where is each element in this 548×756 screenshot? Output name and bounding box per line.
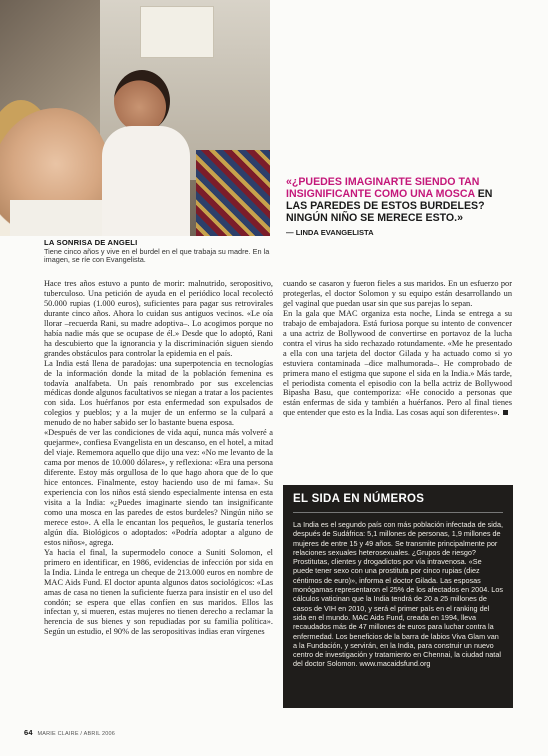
paragraph-text: En la gala que MAC organiza esta noche, Linda se entrega a su trabajo de embajadora. Está furiosa porque su intento de convencer a una actriz de Bollywood de convertirse en portavoz de la lucha contra el virus ha sido rechazado rotundamente. «Me he presentado a ella con una tarjeta del doctor Gilada y ha actuado como si yo estuviera contaminada –dice malhumorada–. He comprobado de primera mano el estigma que supone el sida en la India.» Más tarde, el periodista comenta el episodio con la bella actriz de Bollywood Bipasha Basu, que contemporiza: «He conocido a personas que están enfermas de sida y también a huérfanos. Pero al final tienes que entender que esto es la India. Las cosas aquí son diferentes». — [283, 308, 512, 418]
photo-caption — [44, 239, 272, 265]
photo-girl — [100, 70, 192, 236]
paragraph: Ya hacia el final, la supermodelo conoce a Suniti Solomon, el primero en identificar, en 1986, evidencias de infección por sida en la India. Linda le entrega un cheque de 213.000 euros en nombre de MAC Aids Fund. El doctor apunta algunos datos sociológicos: «Las amas de casa no tienen la suficiente fuerza para insistir en el uso del condón; se espera que ellas confíen en sus maridos. Ellos las infectan y, si mueren, estas mujeres no tienen derecho a reclamar la herencia de sus bienes y son repudiadas por su familia política». Según un estudio, el 90% de las seropositivas indias eran vírgenes — [44, 547, 273, 637]
paragraph: Hace tres años estuvo a punto de morir: malnutrido, seropositivo, tuberculoso. Una petición de ayuda en el periódico local recolectó 50.000 rupias (1.000 euros), suficientes para pagar sus retrovirales durante cinco años. Ahora lo cuidan sus antiguos vecinos. «Le oía llorar –recuerda Rani, su madre adoptiva–. Lo acogimos porque no había nadie más que se ocupase de él.» Desde que lo adoptó, Rani ha descubierto que la ignorancia y la discriminación siguen siendo grandes obstáculos para controlar la epidemia en el país. — [44, 279, 273, 358]
paragraph-last — [283, 309, 512, 418]
paragraph: «Después de ver las condiciones de vida aquí, nunca más volveré a quejarme», confiesa Evangelista en un descanso, en el hotel, a mitad del viaje. Rememora aquello que dijo una vez: «No me levanto de la cama por menos de 10.000 dólares», y reflexiona: «Era una persona diferente. Estoy más orgullosa de lo que hago ahora que de lo que hice entonces. Finalmente, estoy haciendo uso de mi fama». Su experiencia con los niños está siendo especialmente intensa en esta visita a la India: «¿Puedes imaginarte siendo tan insignificante como una mosca en las paredes de estos burdeles? Ningún niño se merece esto». A ella le encantan los pequeños, le gustaría tenerlos algún día. Biológicos o adoptados: «Podría adoptar a alguno de estos niños», agrega. — [44, 428, 273, 547]
sidebar-box — [283, 485, 513, 708]
caption-text: Tiene cinco años y vive en el burdel en el que trabaja su madre. En la imagen, se ríe con Evangelista. — [44, 246, 270, 265]
end-mark-icon — [503, 410, 508, 415]
caption-title: LA SONRISA DE ANGELI — [44, 238, 138, 247]
magazine-issue: MARIE CLAIRE / ABRIL 2006 — [37, 731, 116, 737]
paragraph: La India está llena de paradojas: una superpotencia en tecnologías de la información donde la mitad de la población femenina es todavía analfabeta. Un país renombrado por sus excelencias médicas donde algunos facultativos se niegan a tratar a los pacientes con sida. Los huérfanos por esta enfermedad son expulsados de colegios y pueblos; y a la mujer de un enfermo se la culpará a menudo de no haber sabido ser lo bastante buena esposa. — [44, 358, 273, 428]
photo — [0, 0, 270, 236]
quote-author: — LINDA EVANGELISTA — [286, 228, 374, 237]
paragraph: cuando se casaron y fueron fieles a sus maridos. En un esfuerzo por protegerlas, el doctor Solomon y su equipo están desarrollando un gel vaginal que puedan usar sin que sus parejas lo sepan. — [283, 279, 512, 308]
pull-quote — [286, 176, 504, 239]
photo-poster — [140, 6, 214, 58]
article-column-1 — [44, 279, 273, 637]
quote-line1: «¿PUEDES IMAGINARTE SIENDO TAN INSIGNIFICANTE COMO UNA MOSCA — [286, 176, 480, 200]
photo-girl-dress — [102, 126, 190, 236]
box-divider — [293, 512, 503, 513]
box-body: La India es el segundo país con más población infectada de sida, después de Sudáfrica: 5,1 millones de personas, 1,9 millones de mujeres de entre 15 y 49 años. Se transmite principalmente por relaciones sexuales heterosexuales. ¿Grupos de riesgo? Prostitutas, clientes y drogadictos por vía intravenosa. «Se puede tener sexo con una prostituta por cinco rupias (diez céntimos de euro)», informa el doctor Gilada. Las esposas monógamas representaron el 25% de los afectados en 2004. Los cálculos vaticinan que la India tendrá de 20 a 25 millones de casos de VIH en 2010, y será el primer país en el ranking del sida en el mundo. MAC Aids Fund, creada en 1994, lleva recaudados más de 47 millones de euros para luchar contra la enfermedad. Los beneficios de la barra de labios Viva Glam van a la Fundación, y servirán, en la India, para construir un nuevo centro de investigación y tratamiento en Chennai, la ciudad natal del doctor Solomon. www.macaidsfund.org — [293, 520, 503, 669]
box-title: EL SIDA EN NÚMEROS — [293, 493, 425, 505]
quote-line2: EN LAS PAREDES DE ESTOS BURDELES? NINGÚN NIÑO SE MERECE ESTO.» — [286, 188, 493, 224]
article-column-2 — [283, 279, 512, 418]
photo-girl-head — [114, 70, 170, 132]
page-number: 64 — [24, 728, 33, 737]
photo-fabric — [196, 150, 270, 236]
page-footer — [24, 728, 115, 737]
